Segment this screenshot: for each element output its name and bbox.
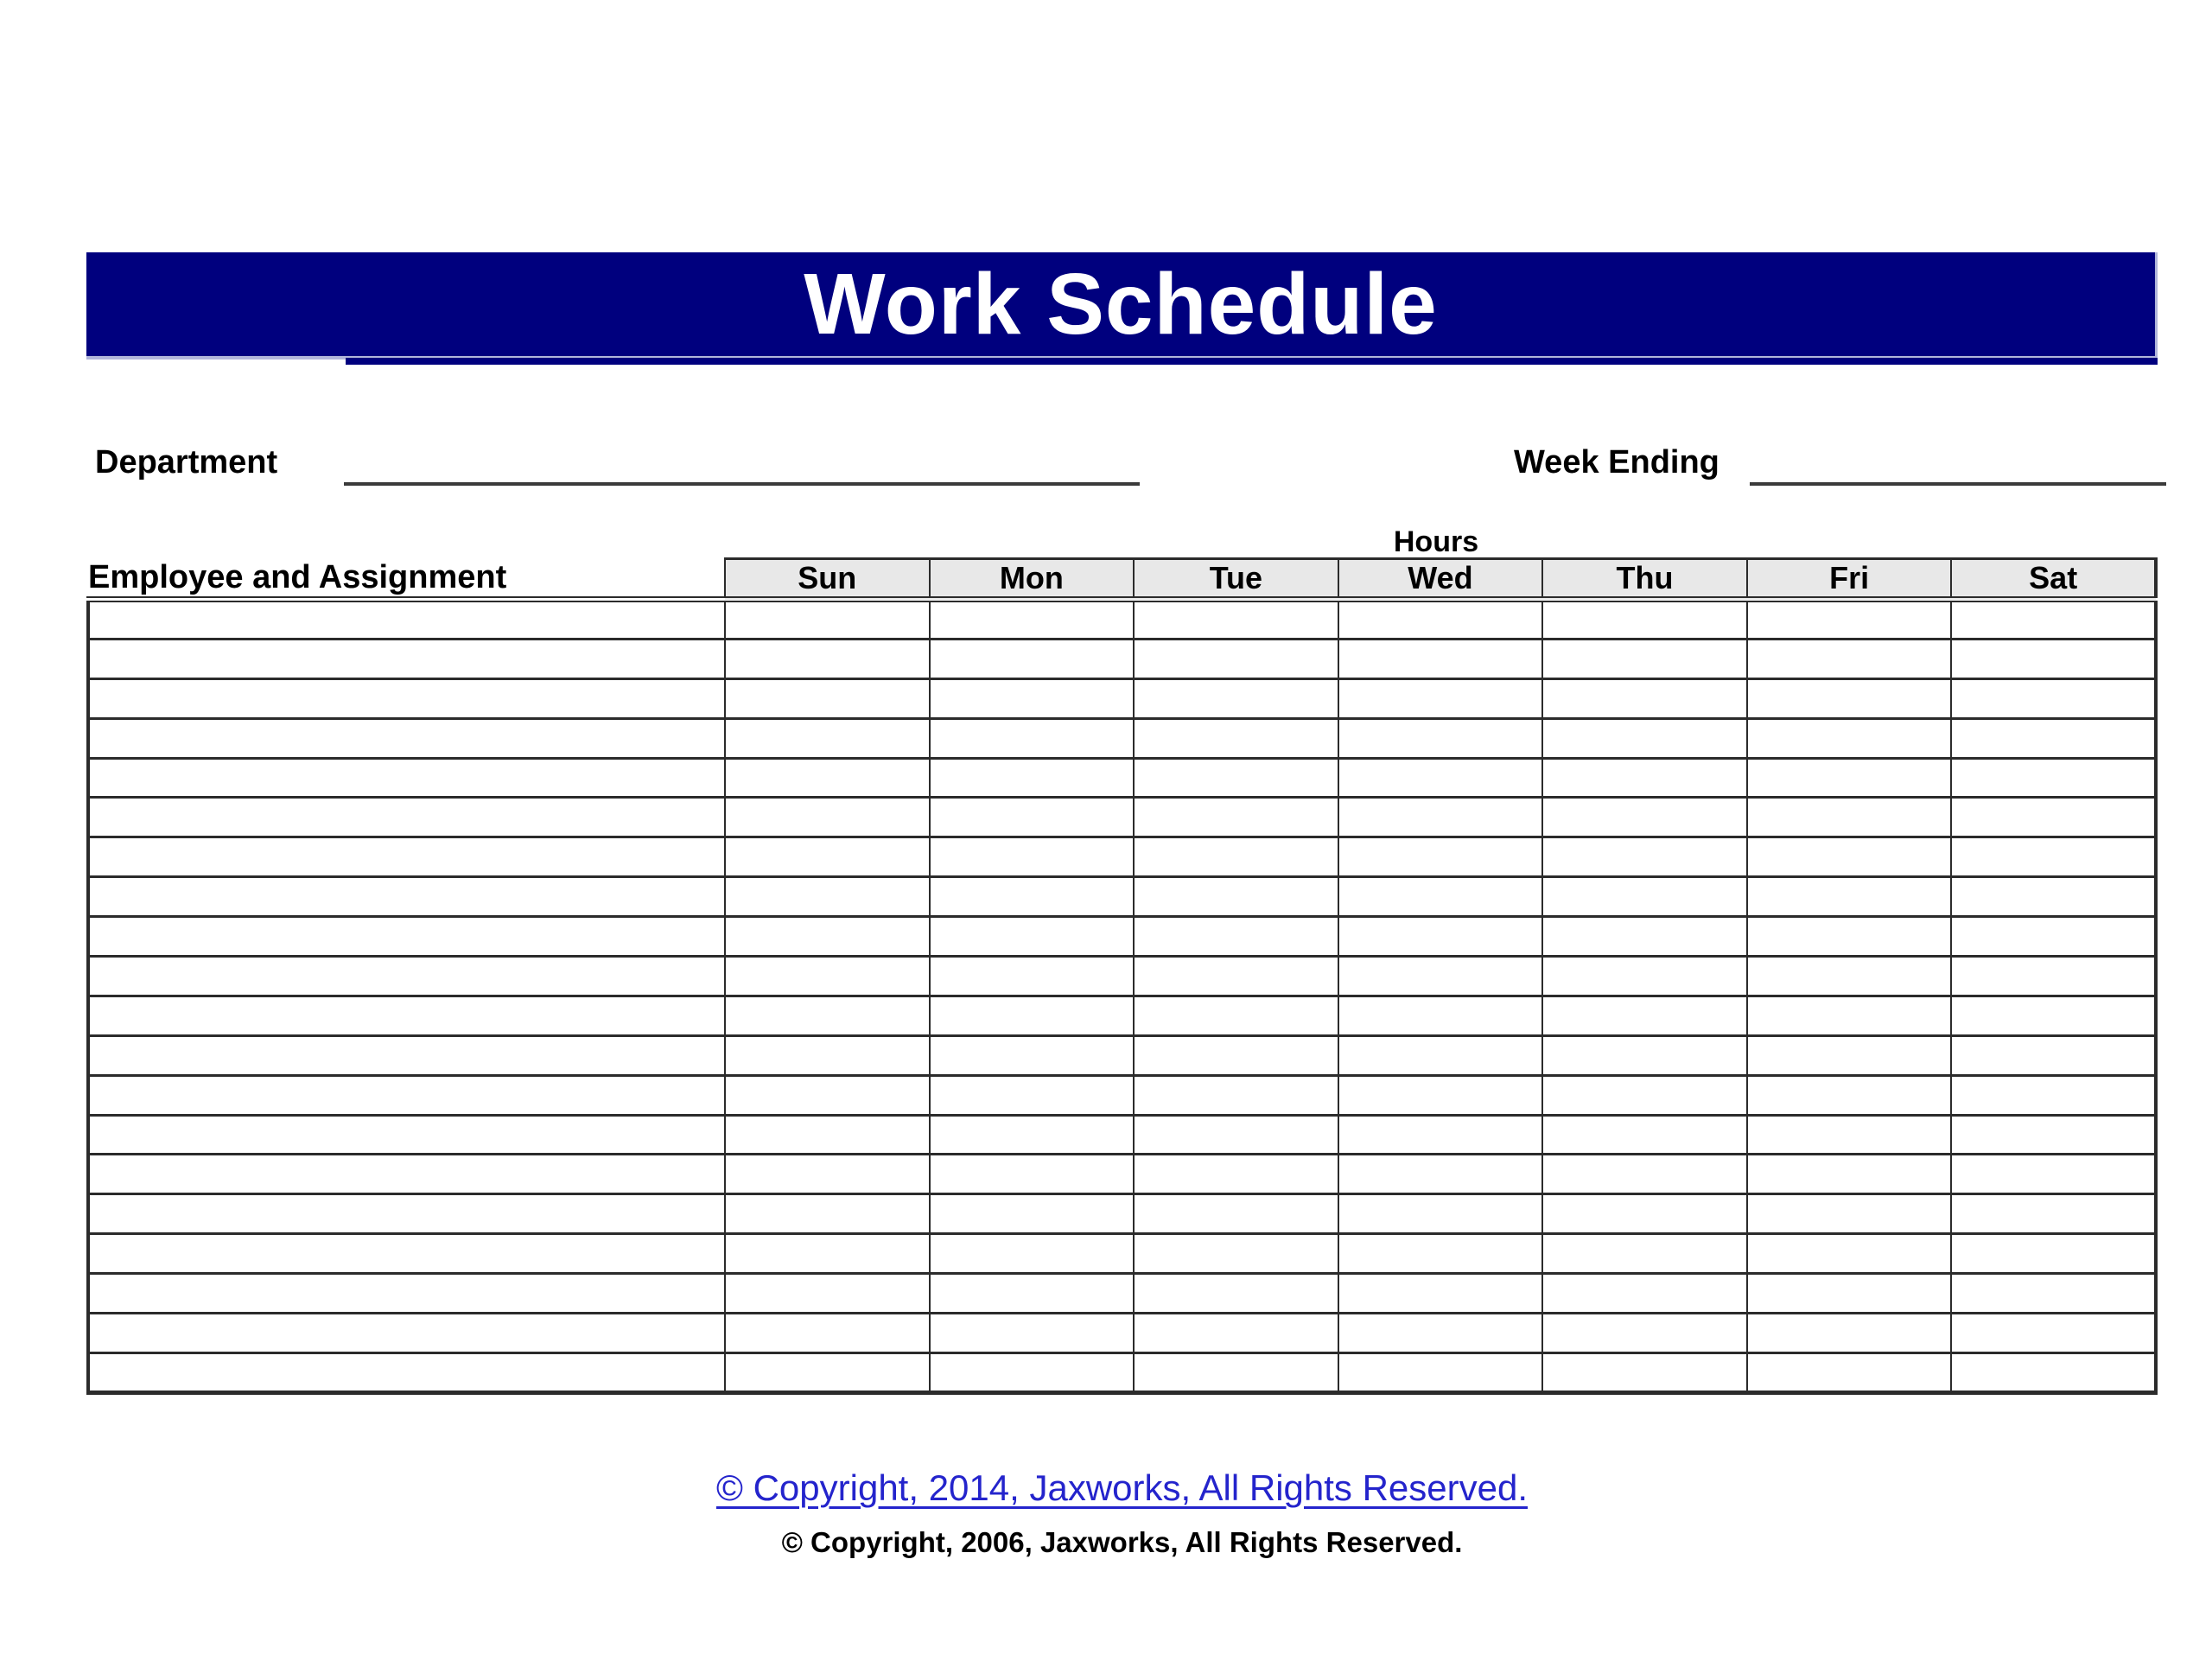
table-row [88, 1234, 2156, 1274]
hours-cell[interactable] [1747, 758, 1952, 798]
hours-cell[interactable] [930, 1155, 1135, 1194]
hours-cell[interactable] [1951, 718, 2156, 758]
hours-cell[interactable] [1542, 1194, 1747, 1234]
hours-cell[interactable] [1951, 1075, 2156, 1115]
hours-cell[interactable] [1951, 996, 2156, 1035]
employee-assignment-header: Employee and Assignment [88, 559, 725, 600]
employee-assignment-cell[interactable] [88, 678, 725, 718]
hours-cell[interactable] [930, 758, 1135, 798]
hours-cell[interactable] [1747, 837, 1952, 877]
hours-cell[interactable] [1134, 837, 1338, 877]
hours-cell[interactable] [1542, 996, 1747, 1035]
hours-cell[interactable] [1134, 1035, 1338, 1075]
employee-assignment-cell[interactable] [88, 1035, 725, 1075]
hours-cell[interactable] [1542, 798, 1747, 837]
hours-cell[interactable] [725, 1155, 930, 1194]
hours-cell[interactable] [1747, 1274, 1952, 1314]
week-ending-label: Week Ending [1514, 444, 1719, 480]
hours-cell[interactable] [725, 1035, 930, 1075]
hours-cell[interactable] [1951, 1035, 2156, 1075]
hours-cell[interactable] [1134, 957, 1338, 996]
hours-cell[interactable] [930, 678, 1135, 718]
hours-cell[interactable] [1134, 877, 1338, 917]
hours-cell[interactable] [1747, 1035, 1952, 1075]
hours-cell[interactable] [930, 1352, 1135, 1392]
hours-cell[interactable] [930, 1274, 1135, 1314]
hours-cell[interactable] [1951, 837, 2156, 877]
table-row [88, 957, 2156, 996]
hours-cell[interactable] [1542, 1115, 1747, 1155]
hours-cell[interactable] [1542, 758, 1747, 798]
hours-cell[interactable] [725, 837, 930, 877]
table-row [88, 877, 2156, 917]
hours-cell[interactable] [1134, 718, 1338, 758]
hours-cell[interactable] [1338, 877, 1543, 917]
day-header-fri: Fri [1747, 559, 1952, 600]
hours-cell[interactable] [1134, 678, 1338, 718]
employee-assignment-cell[interactable] [88, 1194, 725, 1234]
schedule-table-body [88, 600, 2156, 1393]
employee-assignment-cell[interactable] [88, 877, 725, 917]
department-input-line[interactable] [344, 482, 1140, 486]
hours-cell[interactable] [930, 917, 1135, 957]
employee-assignment-cell[interactable] [88, 1075, 725, 1115]
hours-cell[interactable] [930, 877, 1135, 917]
hours-cell[interactable] [930, 1314, 1135, 1353]
hours-cell[interactable] [1338, 1155, 1543, 1194]
hours-cell[interactable] [1338, 600, 1543, 640]
employee-assignment-cell[interactable] [88, 917, 725, 957]
hours-cell[interactable] [725, 678, 930, 718]
hours-cell[interactable] [1951, 600, 2156, 640]
employee-assignment-cell[interactable] [88, 1234, 725, 1274]
hours-cell[interactable] [1338, 718, 1543, 758]
hours-cell[interactable] [1747, 678, 1952, 718]
hours-cell[interactable] [1747, 1075, 1952, 1115]
hours-cell[interactable] [1338, 917, 1543, 957]
hours-cell[interactable] [1747, 917, 1952, 957]
hours-cell[interactable] [1338, 639, 1543, 678]
footer [86, 1467, 2158, 1509]
table-row [88, 917, 2156, 957]
hours-cell[interactable] [725, 639, 930, 678]
table-row [88, 996, 2156, 1035]
hours-cell[interactable] [1134, 1352, 1338, 1392]
hours-cell[interactable] [1134, 600, 1338, 640]
employee-assignment-cell[interactable] [88, 1352, 725, 1392]
hours-cell[interactable] [725, 996, 930, 1035]
hours-cell[interactable] [1542, 600, 1747, 640]
employee-assignment-cell[interactable] [88, 639, 725, 678]
table-row [88, 1115, 2156, 1155]
day-header-thu: Thu [1542, 559, 1747, 600]
hours-cell[interactable] [1951, 957, 2156, 996]
hours-cell[interactable] [1542, 917, 1747, 957]
hours-cell[interactable] [930, 957, 1135, 996]
hours-cell[interactable] [1134, 1314, 1338, 1353]
week-ending-input-line[interactable] [1750, 482, 2166, 486]
hours-cell[interactable] [1951, 639, 2156, 678]
hours-cell[interactable] [1747, 877, 1952, 917]
hours-cell[interactable] [1747, 718, 1952, 758]
hours-cell[interactable] [1542, 957, 1747, 996]
hours-cell[interactable] [1338, 1234, 1543, 1274]
table-row [88, 1314, 2156, 1353]
hours-cell[interactable] [1338, 1352, 1543, 1392]
table-row [88, 600, 2156, 640]
hours-cell[interactable] [930, 1115, 1135, 1155]
hours-cell[interactable] [1747, 957, 1952, 996]
hours-cell[interactable] [1951, 1155, 2156, 1194]
copyright-2006-text: © Copyright, 2006, Jaxworks, All Rights Reserved. [781, 1526, 1463, 1558]
hours-cell[interactable] [725, 1314, 930, 1353]
day-header-mon: Mon [930, 559, 1135, 600]
department-label: Department [95, 444, 278, 480]
hours-cell[interactable] [725, 1352, 930, 1392]
schedule-table-header [88, 559, 2156, 600]
hours-cell[interactable] [930, 600, 1135, 640]
hours-cell[interactable] [1542, 1274, 1747, 1314]
hours-cell[interactable] [1542, 877, 1747, 917]
hours-cell[interactable] [930, 1075, 1135, 1115]
hours-cell[interactable] [1134, 1075, 1338, 1115]
table-row [88, 1274, 2156, 1314]
employee-assignment-cell[interactable] [88, 1274, 725, 1314]
hours-cell[interactable] [1542, 639, 1747, 678]
day-header-sun: Sun [725, 559, 930, 600]
hours-cell[interactable] [1951, 1352, 2156, 1392]
hours-cell[interactable] [1542, 1075, 1747, 1115]
hours-cell[interactable] [1747, 1314, 1952, 1353]
table-row [88, 639, 2156, 678]
hours-cell[interactable] [725, 718, 930, 758]
hours-cell[interactable] [1747, 798, 1952, 837]
hours-cell[interactable] [725, 1274, 930, 1314]
hours-cell[interactable] [1338, 1035, 1543, 1075]
employee-assignment-cell[interactable] [88, 798, 725, 837]
hours-cell[interactable] [1951, 1234, 2156, 1274]
schedule-table [86, 557, 2158, 1395]
hours-cell[interactable] [725, 600, 930, 640]
employee-assignment-cell[interactable] [88, 837, 725, 877]
hours-cell[interactable] [1134, 639, 1338, 678]
day-header-sat: Sat [1951, 559, 2156, 600]
hours-cell[interactable] [1338, 758, 1543, 798]
employee-assignment-cell[interactable] [88, 600, 725, 640]
hours-cell[interactable] [1338, 1274, 1543, 1314]
hours-cell[interactable] [1542, 1314, 1747, 1353]
employee-assignment-cell[interactable] [88, 1115, 725, 1155]
hours-cell[interactable] [1951, 917, 2156, 957]
hours-cell[interactable] [1134, 996, 1338, 1035]
hours-cell[interactable] [1134, 1234, 1338, 1274]
hours-cell[interactable] [930, 1234, 1135, 1274]
hours-cell[interactable] [1338, 996, 1543, 1035]
hours-cell[interactable] [1951, 1274, 2156, 1314]
hours-cell[interactable] [1134, 1155, 1338, 1194]
employee-assignment-cell[interactable] [88, 1155, 725, 1194]
table-row [88, 718, 2156, 758]
hours-cell[interactable] [1542, 1352, 1747, 1392]
hours-cell[interactable] [1951, 1314, 2156, 1353]
page-title: Work Schedule [804, 255, 1438, 353]
employee-assignment-cell[interactable] [88, 996, 725, 1035]
banner-shadow-edge [346, 358, 2158, 365]
day-header-wed: Wed [1338, 559, 1543, 600]
hours-cell[interactable] [1542, 678, 1747, 718]
table-row [88, 837, 2156, 877]
hours-cell[interactable] [1542, 1155, 1747, 1194]
hours-cell[interactable] [1951, 758, 2156, 798]
hours-cell[interactable] [1747, 996, 1952, 1035]
hours-cell[interactable] [1134, 1274, 1338, 1314]
table-row [88, 678, 2156, 718]
hours-cell[interactable] [1747, 639, 1952, 678]
hours-cell[interactable] [930, 1194, 1135, 1234]
hours-cell[interactable] [1338, 1115, 1543, 1155]
table-row [88, 1075, 2156, 1115]
hours-cell[interactable] [1338, 837, 1543, 877]
title-banner [86, 252, 2158, 360]
hours-cell[interactable] [1134, 1115, 1338, 1155]
hours-cell[interactable] [930, 639, 1135, 678]
day-header-tue: Tue [1134, 559, 1338, 600]
hours-cell[interactable] [725, 1234, 930, 1274]
hours-cell[interactable] [1134, 798, 1338, 837]
hours-cell[interactable] [930, 996, 1135, 1035]
hours-cell[interactable] [1747, 600, 1952, 640]
hours-cell[interactable] [725, 1115, 930, 1155]
employee-assignment-cell[interactable] [88, 1314, 725, 1353]
hours-cell[interactable] [1542, 837, 1747, 877]
hours-cell[interactable] [1747, 1115, 1952, 1155]
employee-assignment-cell[interactable] [88, 758, 725, 798]
hours-cell[interactable] [1338, 1075, 1543, 1115]
hours-cell[interactable] [1951, 798, 2156, 837]
hours-cell[interactable] [1542, 1035, 1747, 1075]
hours-cell[interactable] [1747, 1234, 1952, 1274]
hours-cell[interactable] [725, 798, 930, 837]
hours-cell[interactable] [930, 837, 1135, 877]
table-row [88, 798, 2156, 837]
hours-header: Hours [1393, 525, 1479, 558]
employee-assignment-cell[interactable] [88, 957, 725, 996]
hours-cell[interactable] [1542, 718, 1747, 758]
table-row [88, 1194, 2156, 1234]
hours-cell[interactable] [1951, 877, 2156, 917]
copyright-2014-link[interactable]: © Copyright, 2014, Jaxworks, All Rights Reserved. [715, 1467, 1528, 1508]
hours-cell[interactable] [725, 957, 930, 996]
hours-cell[interactable] [1338, 798, 1543, 837]
employee-assignment-cell[interactable] [88, 718, 725, 758]
header-row [88, 559, 2156, 600]
hours-cell[interactable] [1338, 1314, 1543, 1353]
hours-cell[interactable] [1134, 917, 1338, 957]
hours-cell[interactable] [1542, 1234, 1747, 1274]
hours-cell[interactable] [1134, 758, 1338, 798]
hours-cell[interactable] [930, 1035, 1135, 1075]
hours-cell[interactable] [725, 917, 930, 957]
hours-cell[interactable] [930, 718, 1135, 758]
hours-cell[interactable] [725, 1194, 930, 1234]
hours-cell[interactable] [725, 758, 930, 798]
hours-cell[interactable] [1338, 1194, 1543, 1234]
table-row [88, 1352, 2156, 1392]
hours-cell[interactable] [1951, 1115, 2156, 1155]
hours-cell[interactable] [1338, 957, 1543, 996]
hours-cell[interactable] [930, 798, 1135, 837]
hours-cell[interactable] [1134, 1194, 1338, 1234]
hours-cell[interactable] [1747, 1194, 1952, 1234]
hours-cell[interactable] [1747, 1155, 1952, 1194]
table-row [88, 1035, 2156, 1075]
hours-cell[interactable] [1951, 1194, 2156, 1234]
table-row [88, 1155, 2156, 1194]
table-row [88, 758, 2156, 798]
hours-cell[interactable] [725, 877, 930, 917]
hours-cell[interactable] [1338, 678, 1543, 718]
hours-cell[interactable] [1951, 678, 2156, 718]
hours-cell[interactable] [725, 1075, 930, 1115]
hours-cell[interactable] [1747, 1352, 1952, 1392]
